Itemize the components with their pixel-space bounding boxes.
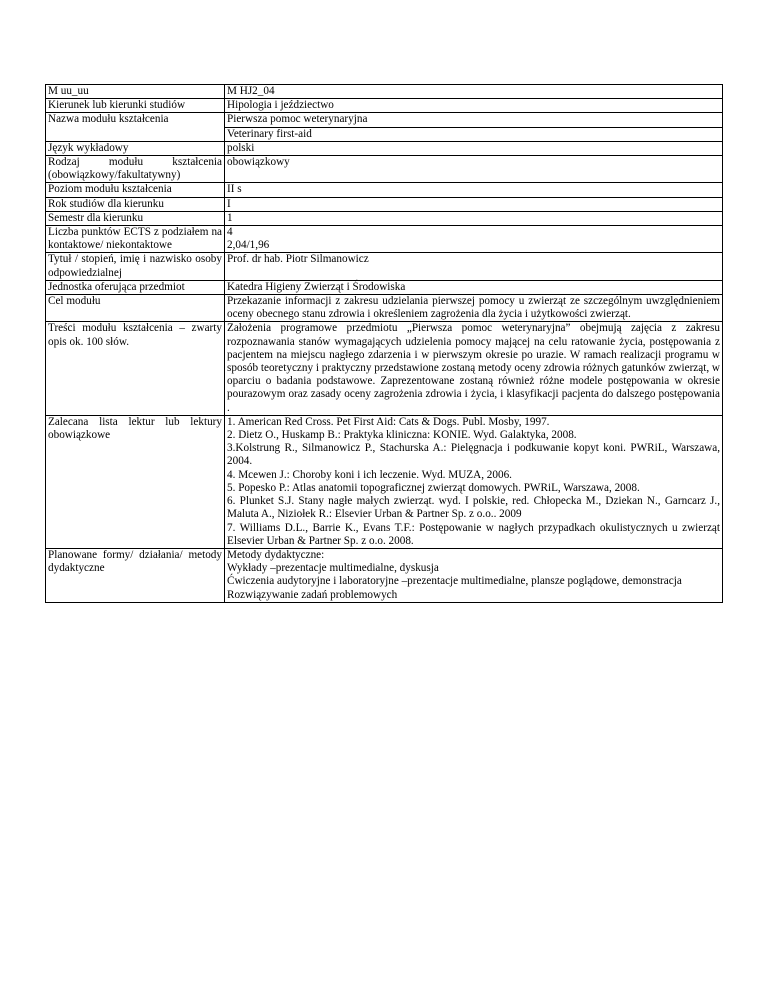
literature-item-3: 3.Kolstrung R., Silmanowicz P., Stachurska A.: Pielęgnacja i podkuwanie kopyt koni. PWRiL, Warszawa, 2004. xyxy=(227,442,720,468)
label-module-type: Rodzaj modułu kształcenia (obowiązkowy/fakultatywny) xyxy=(46,156,225,183)
value-goal: Przekazanie informacji z zakresu udzielania pierwszej pomocy u zwierząt ze szczególnym uwzględnieniem oceny obecnego stanu zdrowia i określeniem zagrożenia dla życia i użytkowości zwierząt. xyxy=(225,295,723,322)
row-literature xyxy=(46,415,723,548)
methods-item-4: Rozwiązywanie zadań problemowych xyxy=(227,588,398,601)
value-module-name-en: Veterinary first-aid xyxy=(225,127,723,141)
methods-item-3: Ćwiczenia audytoryjne i laboratoryjne –prezentacje multimedialne, plansze poglądowe, demonstracja xyxy=(227,575,682,588)
row-goal xyxy=(46,295,723,322)
document-page xyxy=(45,84,723,603)
row-field xyxy=(46,99,723,113)
row-person xyxy=(46,253,723,280)
value-ects xyxy=(225,226,723,253)
value-module-name-pl: Pierwsza pomoc weterynaryjna xyxy=(225,113,723,127)
value-level: II s xyxy=(225,183,723,197)
value-ects-total: 4 xyxy=(227,226,233,239)
row-semester xyxy=(46,211,723,225)
label-goal: Cel modułu xyxy=(46,295,225,322)
value-semester: 1 xyxy=(225,211,723,225)
row-methods xyxy=(46,548,723,602)
label-field: Kierunek lub kierunki studiów xyxy=(46,99,225,113)
value-content: Założenia programowe przedmiotu „Pierwsza pomoc weterynaryjna” obejmują zajęcia z zakresu rozpoznawania stanów wymagających udzielenia pomocy mającej na celu ratowanie życia, postępowania z pacjentem na miejscu nagłego zdarzenia i w pierwszym okresie po urazie. W ramach realizacji programu w sposób teoretyczny i praktyczny przedstawione zostaną metody oceny zdrowia różnych gatunków zwierząt, w oparciu o badania podstawowe. Zaprezentowane zostaną również różne modele postępowania w okresie pourazowym oraz zasady oceny zagrożenia zdrowia i życia, i klasyfikacji pacjenta do dalszego postępowania . xyxy=(225,322,723,415)
label-content: Treści modułu kształcenia – zwarty opis ok. 100 słów. xyxy=(46,322,225,415)
row-module-type xyxy=(46,156,723,183)
row-unit xyxy=(46,280,723,294)
label-person: Tytuł / stopień, imię i nazwisko osoby odpowiedzialnej xyxy=(46,253,225,280)
value-code: M HJ2_04 xyxy=(225,85,723,99)
value-ects-split: 2,04/1,96 xyxy=(227,239,270,252)
row-language xyxy=(46,141,723,155)
literature-item-6: 6. Plunket S.J. Stany nagłe małych zwierząt. wyd. I polskie, red. Chłopecka M., Dziekan N., Garncarz J., Maluta A., Niziołek R.: Elsevier Urban & Partner Sp. z o.o.. 2009 xyxy=(227,495,720,521)
row-ects xyxy=(46,226,723,253)
value-unit: Katedra Higieny Zwierząt i Środowiska xyxy=(225,280,723,294)
row-module-name xyxy=(46,113,723,127)
label-code: M uu_uu xyxy=(46,85,225,99)
literature-item-7: 7. Williams D.L., Barrie K., Evans T.F.: Postępowanie w nagłych przypadkach okulistycznych u zwierząt Elsevier Urban & Partner Sp. z o.o. 2008. xyxy=(227,521,720,547)
value-year: I xyxy=(225,197,723,211)
row-level xyxy=(46,183,723,197)
label-year: Rok studiów dla kierunku xyxy=(46,197,225,211)
value-person: Prof. dr hab. Piotr Silmanowicz xyxy=(225,253,723,280)
literature-item-1: 1. American Red Cross. Pet First Aid: Cats & Dogs. Publ. Mosby, 1997. xyxy=(227,415,550,428)
value-methods xyxy=(225,548,723,602)
label-literature: Zalecana lista lektur lub lektury obowiązkowe xyxy=(46,415,225,548)
module-card-table xyxy=(45,84,723,603)
value-literature xyxy=(225,415,723,548)
label-methods: Planowane formy/ działania/ metody dydaktyczne xyxy=(46,548,225,602)
value-language: polski xyxy=(225,141,723,155)
methods-item-2: Wykłady –prezentacje multimedialne, dyskusja xyxy=(227,562,439,575)
label-module-name: Nazwa modułu kształcenia xyxy=(46,113,225,141)
row-code xyxy=(46,85,723,99)
label-language: Język wykładowy xyxy=(46,141,225,155)
row-content xyxy=(46,322,723,415)
literature-item-4: 4. Mcewen J.: Choroby koni i ich leczenie. Wyd. MUZA, 2006. xyxy=(227,468,512,481)
label-ects: Liczba punktów ECTS z podziałem na kontaktowe/ niekontaktowe xyxy=(46,226,225,253)
value-field: Hipologia i jeździectwo xyxy=(225,99,723,113)
label-semester: Semestr dla kierunku xyxy=(46,211,225,225)
value-module-type: obowiązkowy xyxy=(225,156,723,183)
methods-item-1: Metody dydaktyczne: xyxy=(227,548,325,561)
label-unit: Jednostka oferująca przedmiot xyxy=(46,280,225,294)
literature-item-2: 2. Dietz O., Huskamp B.: Praktyka kliniczna: KONIE. Wyd. Galaktyka, 2008. xyxy=(227,429,577,442)
row-year xyxy=(46,197,723,211)
label-level: Poziom modułu kształcenia xyxy=(46,183,225,197)
literature-item-5: 5. Popesko P.: Atlas anatomii topograficznej zwierząt domowych. PWRiL, Warszawa, 2008. xyxy=(227,481,640,494)
